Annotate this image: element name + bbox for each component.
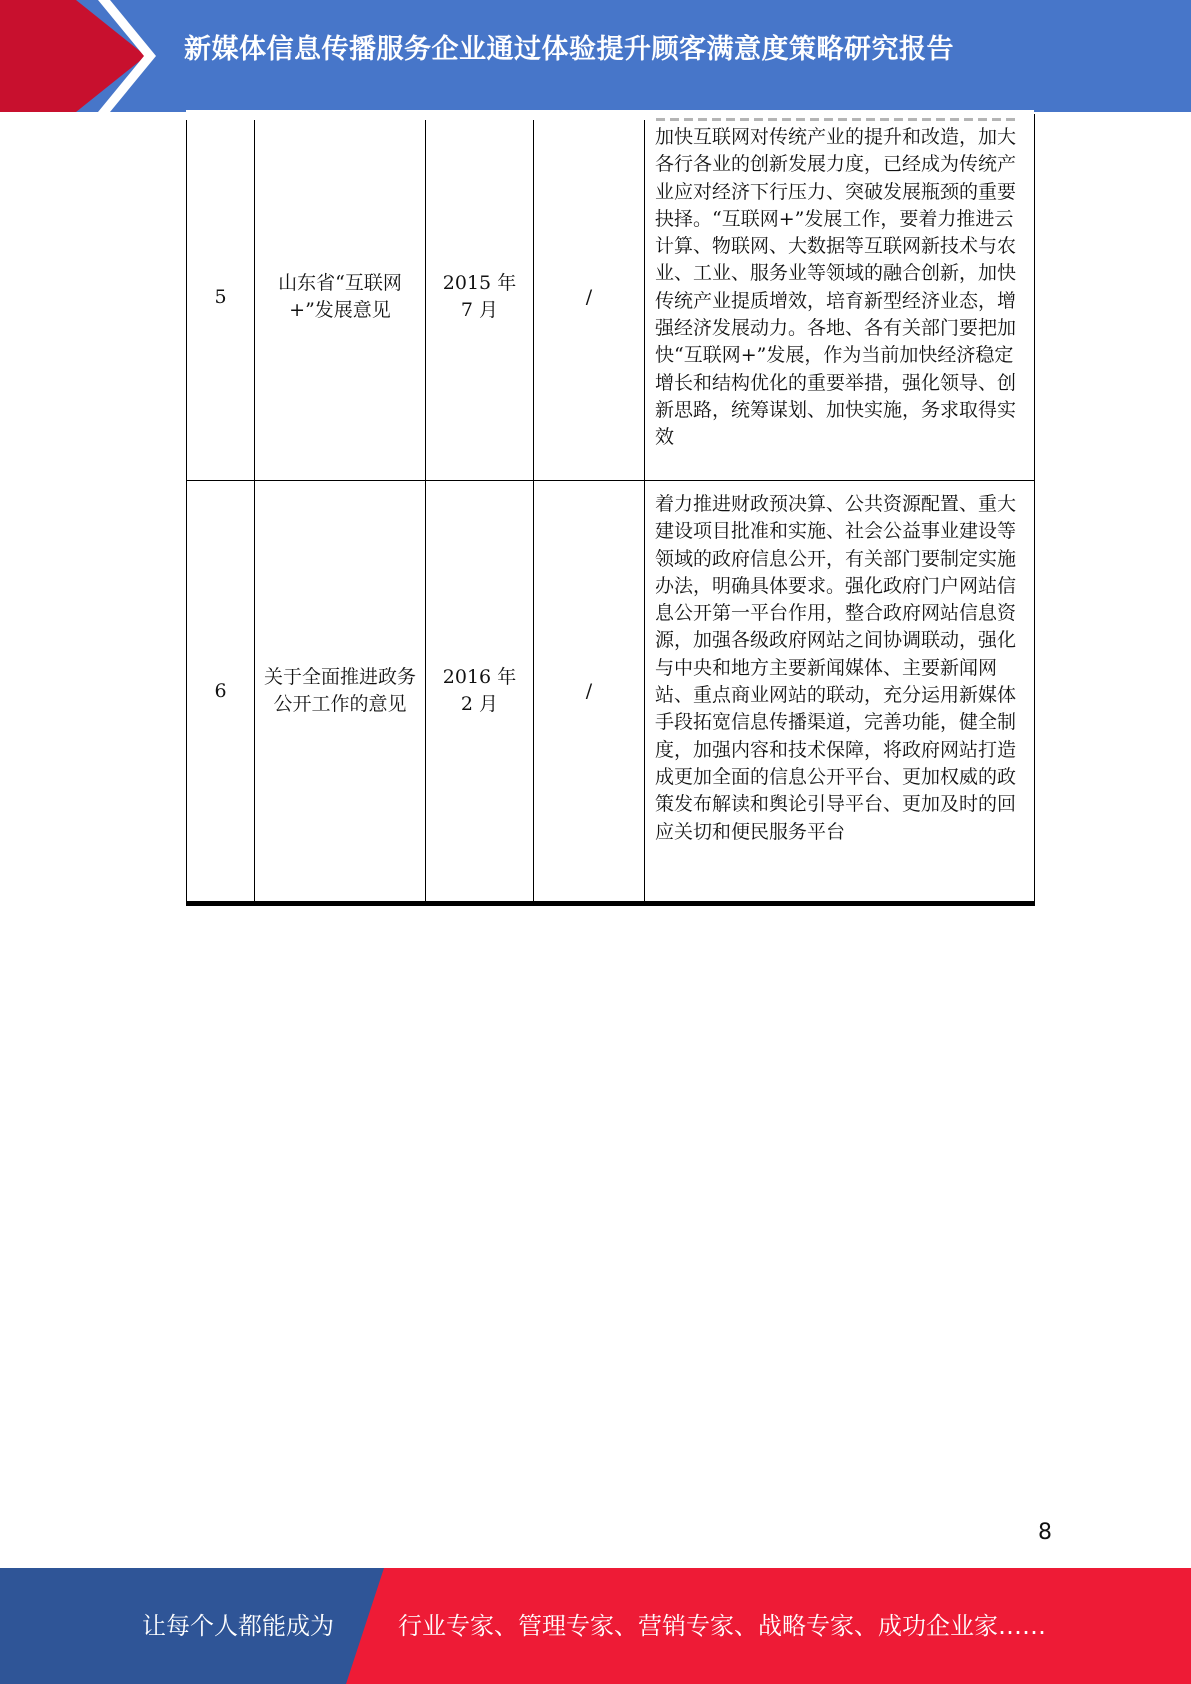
- footer-slogan-left: 让每个人都能成为: [142, 1612, 334, 1640]
- page-header: [0, 0, 1191, 112]
- footer-slogan-right: 行业专家、管理专家、营销专家、战略专家、成功企业家……: [398, 1612, 1046, 1640]
- policy-date-text: 2016 年 2 月: [442, 666, 517, 715]
- policy-name: [255, 114, 426, 481]
- policy-date-text: 2015 年 7 月: [442, 272, 517, 321]
- header-arrow-decoration: [0, 0, 200, 112]
- policy-issuer-text: /: [585, 679, 593, 702]
- row-number: [187, 481, 255, 904]
- policy-date: [426, 481, 534, 904]
- policy-content: 着力推进财政预决算、公共资源配置、重大建设项目批准和实施、社会公益事业建设等领域的政府信息公开，有关部门要制定实施办法，明确具体要求。强化政府门户网站信息公开第一平台作用，整合政府网站信息资源，加强各级政府网站之间协调联动，强化与中央和地方主要新闻媒体、主要新闻网站、重点商业网站的联动，充分运用新媒体手段拓宽信息传播渠道，完善功能，健全制度，加强内容和技术保障，将政府网站打造成更加全面的信息公开平台、更加权威的政策发布解读和舆论引导平台、更加及时的回应关切和便民服务平台: [645, 481, 1035, 904]
- page-number: 8: [1038, 1520, 1052, 1545]
- policy-date: [426, 114, 534, 481]
- row-number-text: 6: [214, 679, 227, 702]
- row-number-text: 5: [214, 285, 227, 308]
- page-footer: [0, 1568, 1191, 1684]
- policy-issuer: [534, 481, 645, 904]
- policy-content: 加快互联网对传统产业的提升和改造，加大各行各业的创新发展力度，已经成为传统产业应对经济下行压力、突破发展瓶颈的重要抉择。“互联网+”发展工作，要着力推进云计算、物联网、大数据等互联网新技术与农业、工业、服务业等领域的融合创新，加快传统产业提质增效，培育新型经济业态，增强经济发展动力。各地、各有关部门要把加快“互联网+”发展，作为当前加快经济稳定增长和结构优化的重要举措，强化领导、创新思路，统筹谋划、加快实施，务求取得实效: [645, 114, 1035, 481]
- table-row: [187, 114, 1035, 481]
- report-title: 新媒体信息传播服务企业通过体验提升顾客满意度策略研究报告: [184, 34, 954, 65]
- policy-name: [255, 481, 426, 904]
- policy-issuer: [534, 114, 645, 481]
- row-number: [187, 114, 255, 481]
- table-row: [187, 481, 1035, 904]
- policy-table: [186, 114, 1034, 906]
- cutoff-text-fragment: [656, 118, 1016, 121]
- policy-name-text: 山东省“互联网+”发展意见: [278, 272, 402, 321]
- policy-name-text: 关于全面推进政务公开工作的意见: [263, 666, 416, 715]
- policy-issuer-text: /: [585, 285, 593, 308]
